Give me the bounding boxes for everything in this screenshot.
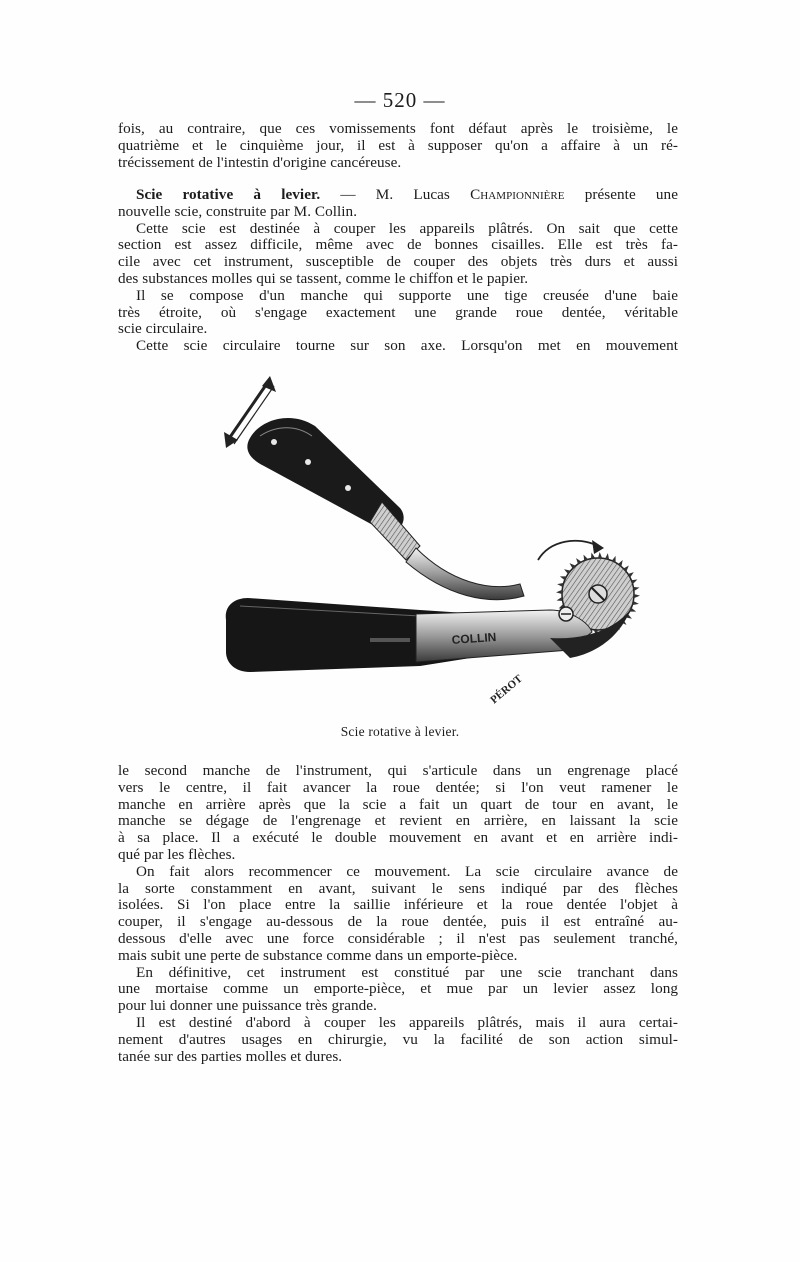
figure-caption: Scie rotative à levier. <box>340 724 460 739</box>
text-line: nouvelle scie, construite par M. Collin. <box>118 202 358 220</box>
text-line: très étroite, où s'engage exactement une grande roue dentée, véritable <box>118 303 678 321</box>
text-line: nement d'autres usages en chirurgie, vu la facilité de son action simul- <box>118 1030 678 1048</box>
lower-handle <box>226 598 630 672</box>
text-line: Cette scie est destinée à couper les appareils plâtrés. On sait que cette <box>136 219 678 237</box>
text-line: isolées. Si l'on place entre la saillie inférieure et la roue dentée l'objet à <box>118 896 678 914</box>
text-line: manche en arrière après que la scie a fait un quart de tour en avant, le <box>118 795 678 813</box>
text-line: couper, il s'engage au-dessous de la roue dentée, puis il est entraîné au- <box>118 913 678 931</box>
saw-tooth <box>605 553 609 560</box>
text-line: On fait alors recommencer ce mouvement. La scie circulaire avance de <box>136 862 678 880</box>
text-line: le second manche de l'instrument, qui s'articule dans un engrenage placé <box>118 762 678 779</box>
saw-tooth <box>632 601 639 605</box>
text-line: trécissement de l'intestin d'origine cancéreuse. <box>118 153 402 171</box>
text-line: Il est destiné d'abord à couper les appareils plâtrés, mais il aura certai- <box>136 1013 678 1031</box>
rotary-saw-illustration <box>220 370 680 730</box>
text-line: qué par les flèches. <box>118 845 236 863</box>
text-line: mais subit une perte de substance comme dans un emporte-pièce. <box>118 946 518 964</box>
text-line: scie circulaire. <box>118 320 208 338</box>
text-line: tanée sur des parties molles et dures. <box>118 1047 343 1065</box>
section-intro-line <box>118 187 678 204</box>
upper-lever-handle <box>247 418 524 600</box>
page-number: — 520 — <box>354 88 446 112</box>
author-name: Championnière <box>470 186 565 203</box>
engraver-signature: PÉROT <box>488 672 525 707</box>
text-line: Cette scie circulaire tourne sur son axe. Lorsqu'on met en mouvement <box>136 337 678 355</box>
text-line: une mortaise comme un emporte-pièce, et mue par un levier assez long <box>118 980 678 998</box>
section-title: Scie rotative à levier. <box>136 186 321 203</box>
paragraph-after-figure <box>118 763 678 1065</box>
text-line: En définitive, cet instrument est constitué par une scie tranchant dans <box>136 963 678 981</box>
text-line: dessous d'elle avec une force considérable ; il n'est pas seulement tranché, <box>118 929 678 947</box>
text-line: quatrième et le cinquième jour, il est à supposer qu'on a affaire à un ré- <box>118 136 678 154</box>
text-line: à sa place. Il a exécuté le double mouvement en avant et en arrière indi- <box>118 829 678 847</box>
text-line: Il se compose d'un manche qui supporte une tige creusée d'une baie <box>136 286 678 304</box>
saw-tooth <box>634 594 640 598</box>
intro-dash: — M. Lucas <box>320 186 471 203</box>
text-line: la sorte constamment en avant, suivant le sens indiqué par des flèches <box>118 879 678 897</box>
saw-tooth <box>556 590 562 594</box>
paragraph-top <box>118 121 678 171</box>
saw-tooth <box>557 583 564 587</box>
text-line: pour lui donner une puissance très grande. <box>118 997 377 1015</box>
saw-tooth <box>633 587 639 591</box>
brand-stamp: COLLIN <box>451 629 497 647</box>
text-line: fois, au contraire, que ces vomissements font défaut après le troisième, le <box>118 120 678 137</box>
text-line: manche se dégage de l'engrenage et revient en arrière, en laissant la scie <box>118 812 678 830</box>
intro-rest: présente une <box>564 186 678 203</box>
text-line: des substances molles qui se tassent, comme le chiffon et le papier. <box>118 269 529 287</box>
saw-tooth <box>557 597 563 601</box>
text-line: section est assez difficile, même avec de bonnes cisailles. Elle est très fa- <box>118 236 678 254</box>
section-rotary-saw <box>118 187 678 355</box>
saw-tooth <box>598 552 602 558</box>
text-line: cile avec cet instrument, susceptible de couper des objets très durs et aussi <box>118 253 678 271</box>
text-line: vers le centre, il fait avancer la roue dentée; si l'on veut ramener le <box>118 778 678 796</box>
